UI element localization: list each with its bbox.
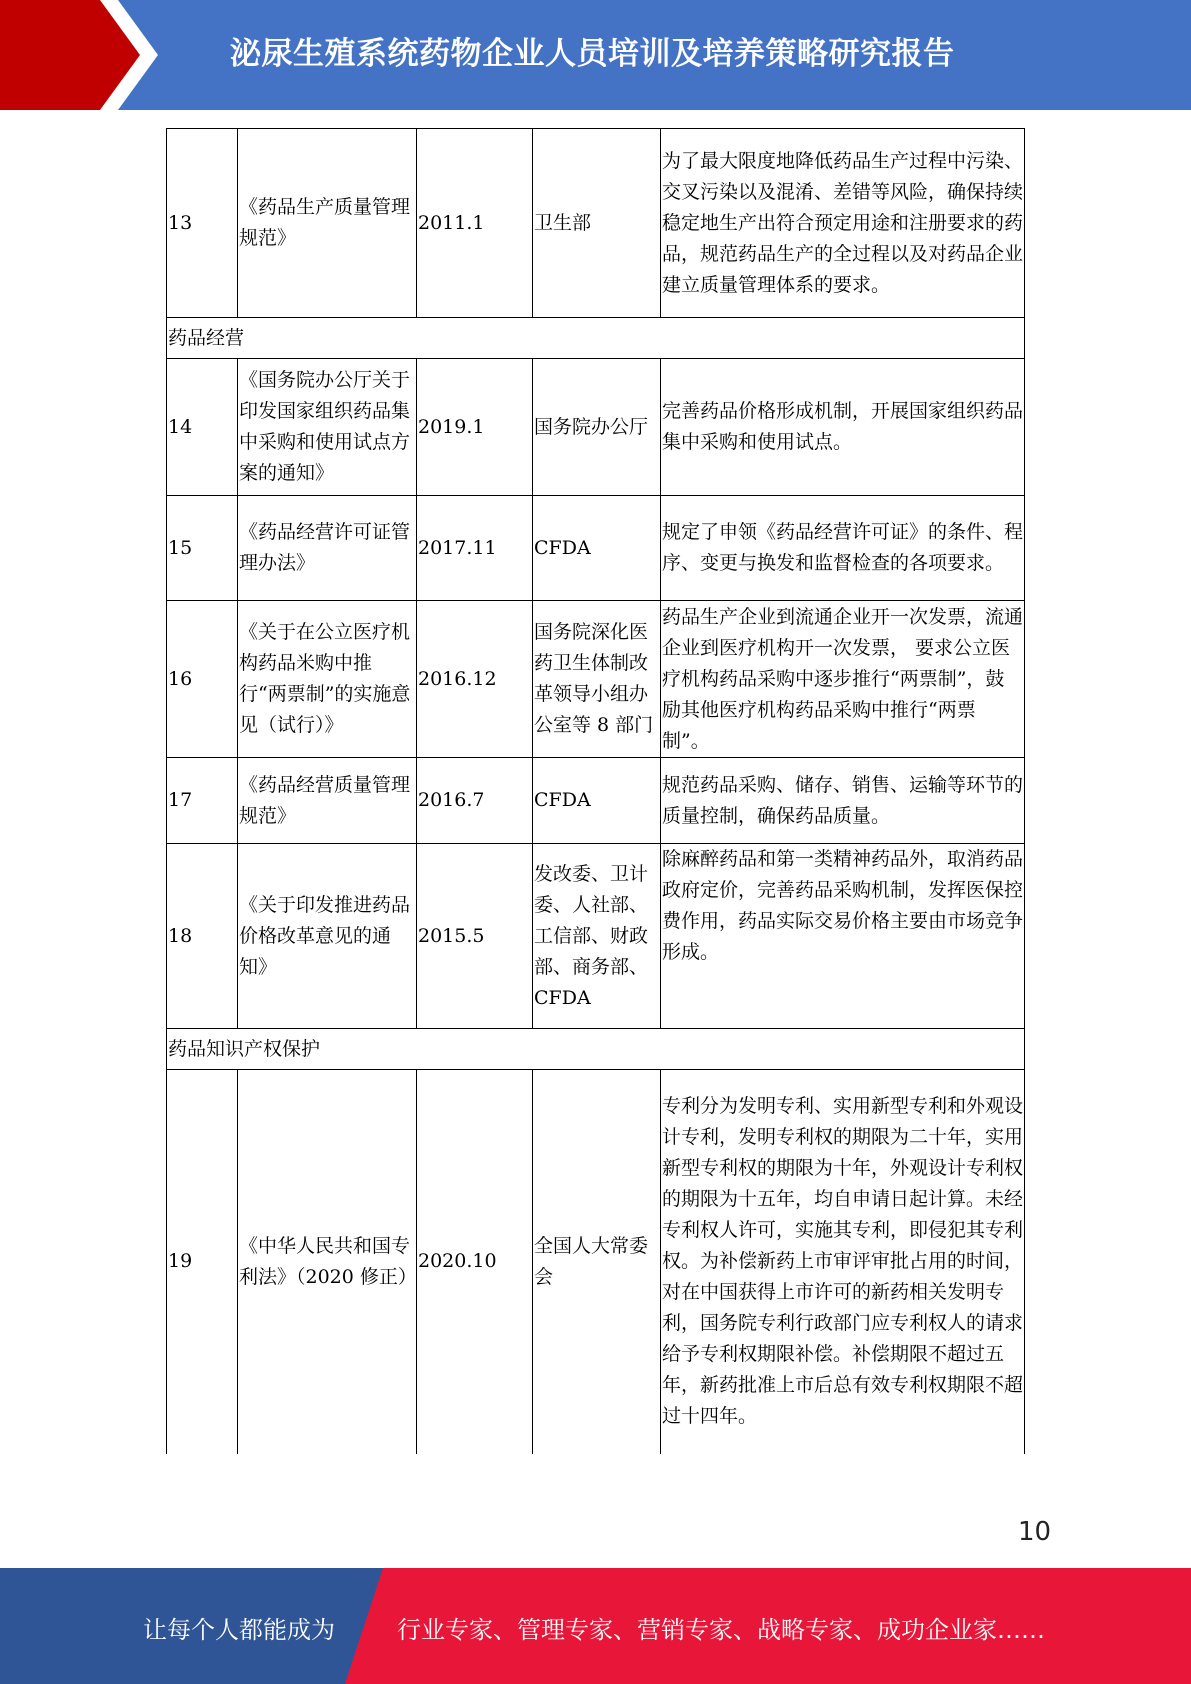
issuing-authority: CFDA [533,758,661,844]
issue-date: 2016.12 [417,601,533,758]
row-number: 18 [167,844,238,1029]
regulation-content: 除麻醉药品和第一类精神药品外，取消药品政府定价，完善药品采购机制，发挥医保控费作用，药品实际交易价格主要由市场竞争形成。 [661,844,1025,1029]
table-row [167,359,1025,496]
issue-date: 2019.1 [417,359,533,496]
issuing-authority: 全国人大常委会 [533,1070,661,1454]
page-header [0,0,1191,110]
issue-date: 2016.7 [417,758,533,844]
table-row [167,129,1025,318]
page-number: 10 [1018,1517,1052,1547]
row-number: 16 [167,601,238,758]
issuing-authority: 卫生部 [533,129,661,318]
section-label: 药品经营 [167,318,1025,359]
issuing-authority: 国务院深化医药卫生体制改革领导小组办公室等 8 部门 [533,601,661,758]
page-footer [0,1568,1191,1684]
issue-date: 2017.11 [417,496,533,601]
regulation-name: 《药品经营许可证管理办法》 [238,496,417,601]
issuing-authority: CFDA [533,496,661,601]
regulation-name: 《药品生产质量管理规范》 [238,129,417,318]
table-row [167,1070,1025,1454]
regulation-content: 为了最大限度地降低药品生产过程中污染、交叉污染以及混淆、差错等风险，确保持续稳定地生产出符合预定用途和注册要求的药品，规范药品生产的全过程以及对药品企业建立质量管理体系的要求。 [661,129,1025,318]
regulation-name: 《关于在公立医疗机构药品米购中推行“两票制”的实施意见（试行）》 [238,601,417,758]
row-number: 13 [167,129,238,318]
regulation-name: 《中华人民共和国专利法》（2020 修正） [238,1070,417,1454]
footer-slogan-left: 让每个人都能成为 [143,1616,335,1644]
table-row [167,601,1025,758]
table-row [167,496,1025,601]
regulation-content: 完善药品价格形成机制，开展国家组织药品集中采购和使用试点。 [661,359,1025,496]
section-label: 药品知识产权保护 [167,1029,1025,1070]
regulation-name: 《关于印发推进药品价格改革意见的通知》 [238,844,417,1029]
issuing-authority: 发改委、卫计委、人社部、工信部、财政部、商务部、CFDA [533,844,661,1029]
regulation-content: 药品生产企业到流通企业开一次发票，流通企业到医疗机构开一次发票， 要求公立医疗机构药品采购中逐步推行“两票制”，鼓励其他医疗机构药品采购中推行“两票制”。 [661,601,1025,758]
regulation-content: 规定了申领《药品经营许可证》的条件、程序、变更与换发和监督检查的各项要求。 [661,496,1025,601]
report-title: 泌尿生殖系统药物企业人员培训及培养策略研究报告 [230,36,955,72]
section-row [167,318,1025,359]
row-number: 17 [167,758,238,844]
table-row [167,758,1025,844]
row-number: 14 [167,359,238,496]
table-row [167,844,1025,1029]
regulation-name: 《药品经营质量管理规范》 [238,758,417,844]
regulation-content: 专利分为发明专利、实用新型专利和外观设计专利，发明专利权的期限为二十年，实用新型专利权的期限为十年，外观设计专利权的期限为十五年，均自申请日起计算。未经专利权人许可，实施其专利，即侵犯其专利权。为补偿新药上市审评审批占用的时间，对在中国获得上市许可的新药相关发明专利，国务院专利行政部门应专利权人的请求给予专利权期限补偿。补偿期限不超过五年，新药批准上市后总有效专利权期限不超过十四年。 [661,1070,1025,1454]
issue-date: 2011.1 [417,129,533,318]
regulation-content: 规范药品采购、储存、销售、运输等环节的质量控制，确保药品质量。 [661,758,1025,844]
issue-date: 2015.5 [417,844,533,1029]
row-number: 15 [167,496,238,601]
issuing-authority: 国务院办公厅 [533,359,661,496]
regulation-name: 《国务院办公厅关于印发国家组织药品集中采购和使用试点方案的通知》 [238,359,417,496]
footer-slogan-right: 行业专家、管理专家、营销专家、战略专家、成功企业家…… [397,1616,1045,1644]
regulation-table [166,128,1025,1454]
row-number: 19 [167,1070,238,1454]
section-row [167,1029,1025,1070]
issue-date: 2020.10 [417,1070,533,1454]
